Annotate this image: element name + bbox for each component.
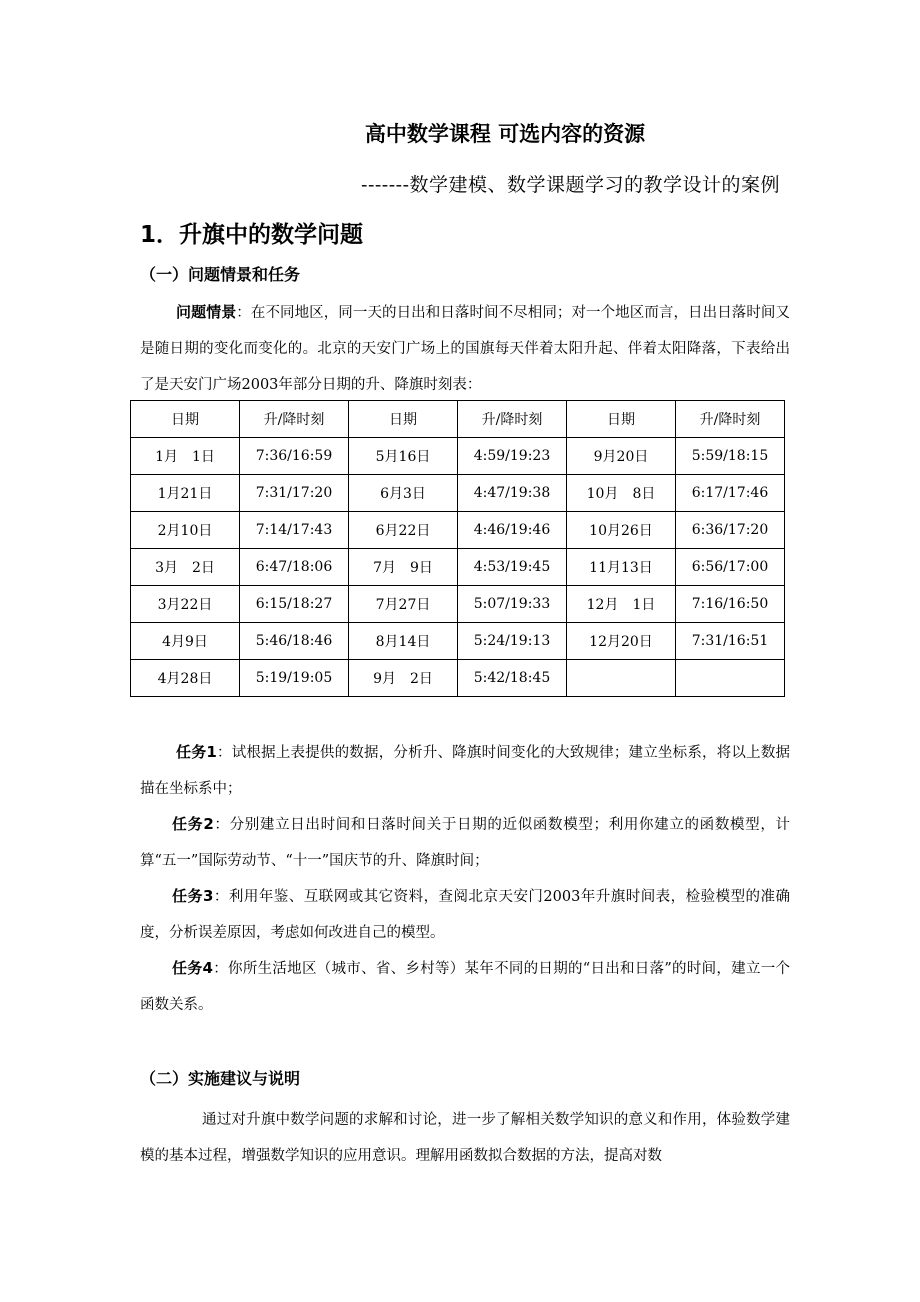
intro-lead: 问题情景	[176, 303, 237, 321]
task-2-text: ：分别建立日出时间和日落时间关于日期的近似函数模型；利用你建立的函数模型，计算“五一”国际劳动节、“十一”国庆节的升、降旗时间；	[140, 817, 790, 869]
date-cell: 4月9日	[131, 623, 240, 660]
table-row	[131, 549, 785, 586]
task-2-lead: 任务2	[172, 815, 214, 833]
time-cell: 6:15/18:27	[240, 586, 349, 623]
table-row	[131, 512, 785, 549]
time-cell: 5:19/19:05	[240, 660, 349, 697]
table-row	[131, 438, 785, 475]
time-cell: 7:36/16:59	[240, 438, 349, 475]
subsection-heading-2: （二）实施建议与说明	[140, 1069, 301, 1088]
date-cell	[567, 660, 676, 697]
time-cell	[676, 660, 785, 697]
table-header-cell: 升/降时刻	[676, 401, 785, 438]
document-subtitle: -------数学建模、数学课题学习的教学设计的案例	[361, 174, 780, 196]
date-cell: 6月22日	[349, 512, 458, 549]
time-cell: 6:17/17:46	[676, 475, 785, 512]
table-row	[131, 660, 785, 697]
task-4-text: ：你所生活地区（城市、省、乡村等）某年不同的日期的“日出和日落”的时间，建立一个函数关系。	[140, 961, 790, 1013]
task-4-paragraph	[140, 950, 790, 1023]
time-cell: 4:46/19:46	[458, 512, 567, 549]
date-cell: 12月20日	[567, 623, 676, 660]
date-cell: 1月21日	[131, 475, 240, 512]
date-cell: 3月 2日	[131, 549, 240, 586]
time-cell: 5:46/18:46	[240, 623, 349, 660]
table-header-row	[131, 401, 785, 438]
task-3-lead: 任务3	[172, 887, 214, 905]
table-header-cell: 升/降时刻	[458, 401, 567, 438]
date-cell: 10月26日	[567, 512, 676, 549]
date-cell: 1月 1日	[131, 438, 240, 475]
task-4-lead: 任务4	[172, 959, 213, 977]
date-cell: 8月14日	[349, 623, 458, 660]
document-title: 高中数学课程 可选内容的资源	[364, 122, 646, 146]
date-cell: 9月 2日	[349, 660, 458, 697]
intro-paragraph	[140, 294, 790, 403]
task-2-paragraph	[140, 806, 790, 879]
date-cell: 2月10日	[131, 512, 240, 549]
date-cell: 7月 9日	[349, 549, 458, 586]
task-3-paragraph	[140, 878, 790, 951]
time-cell: 4:47/19:38	[458, 475, 567, 512]
table-row	[131, 475, 785, 512]
time-cell: 4:53/19:45	[458, 549, 567, 586]
time-cell: 7:16/16:50	[676, 586, 785, 623]
time-cell: 6:56/17:00	[676, 549, 785, 586]
table-header-cell: 日期	[131, 401, 240, 438]
time-cell: 7:31/16:51	[676, 623, 785, 660]
date-cell: 9月20日	[567, 438, 676, 475]
date-cell: 5月16日	[349, 438, 458, 475]
intro-text: ：在不同地区，同一天的日出和日落时间不尽相同；对一个地区而言，日出日落时间又是随日期的变化而变化的。北京的天安门广场上的国旗每天伴着太阳升起、伴着太阳降落，下表给出了是天安门广场2003年部分日期的升、降旗时刻表：	[140, 305, 790, 393]
time-cell: 7:14/17:43	[240, 512, 349, 549]
task-1-text: ：试根据上表提供的数据，分析升、降旗时间变化的大致规律；建立坐标系，将以上数据描在坐标系中；	[140, 745, 791, 797]
time-cell: 5:42/18:45	[458, 660, 567, 697]
time-cell: 5:07/19:33	[458, 586, 567, 623]
time-cell: 4:59/19:23	[458, 438, 567, 475]
section-heading: 1．升旗中的数学问题	[140, 222, 364, 248]
task-1-paragraph	[140, 734, 790, 807]
time-cell: 6:36/17:20	[676, 512, 785, 549]
table-row	[131, 586, 785, 623]
date-cell: 12月 1日	[567, 586, 676, 623]
time-cell: 6:47/18:06	[240, 549, 349, 586]
date-cell: 6月3日	[349, 475, 458, 512]
date-cell: 10月 8日	[567, 475, 676, 512]
flag-times-table	[130, 400, 785, 697]
table-header-cell: 日期	[567, 401, 676, 438]
table-header-cell: 日期	[349, 401, 458, 438]
task-3-text: ：利用年鉴、互联网或其它资料，查阅北京天安门2003年升旗时间表，检验模型的准确度，分析误差原因，考虑如何改进自己的模型。	[140, 889, 791, 941]
table-header-cell: 升/降时刻	[240, 401, 349, 438]
date-cell: 3月22日	[131, 586, 240, 623]
date-cell: 11月13日	[567, 549, 676, 586]
task-1-lead: 任务1	[176, 743, 217, 761]
table-body	[131, 438, 785, 697]
time-cell: 5:24/19:13	[458, 623, 567, 660]
table-row	[131, 623, 785, 660]
time-cell: 7:31/17:20	[240, 475, 349, 512]
time-cell: 5:59/18:15	[676, 438, 785, 475]
subsection-heading-1: （一）问题情景和任务	[140, 265, 301, 284]
closing-paragraph: 通过对升旗中数学问题的求解和讨论，进一步了解相关数学知识的意义和作用，体验数学建模的基本过程，增强数学知识的应用意识。理解用函数拟合数据的方法，提高对数	[140, 1112, 790, 1164]
date-cell: 7月27日	[349, 586, 458, 623]
date-cell: 4月28日	[131, 660, 240, 697]
